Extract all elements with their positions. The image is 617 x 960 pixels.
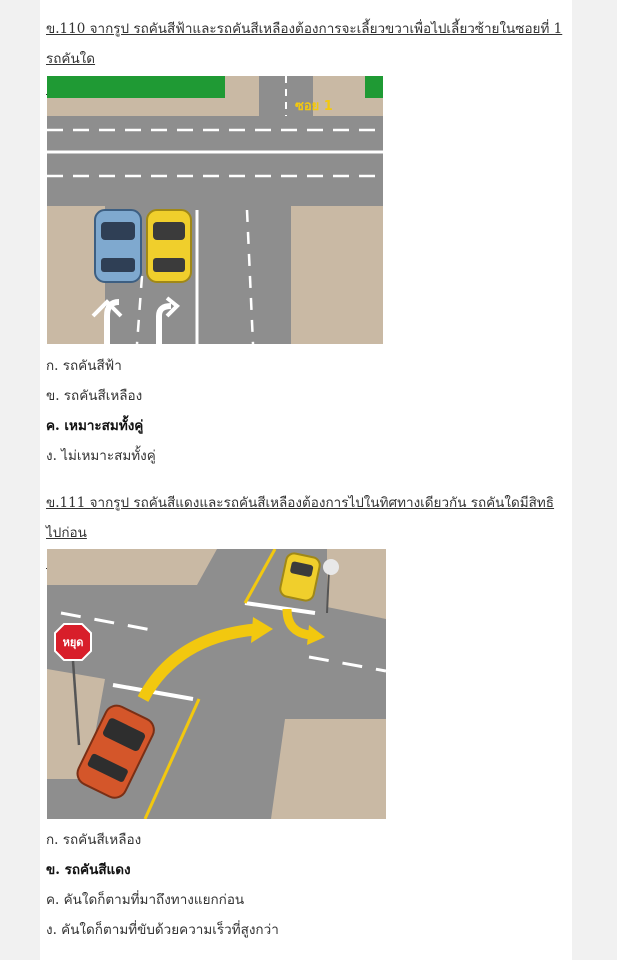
- question-111-title-line1: ข.111 จากรูป รถคันสีแดงและรถคันสีเหลืองต้องการไปในทิศทางเดียวกัน รถคันใดมีสิทธิไปก่อน: [46, 495, 555, 541]
- question-111-figure: [47, 549, 386, 823]
- soi-1-road-marking: ซอย 1: [295, 99, 333, 114]
- grass-top-left: [47, 76, 225, 98]
- question-111-option-d: ง. คันใดก็ตามที่ขับด้วยความเร็วที่สูงกว่า: [46, 922, 279, 938]
- question-110-figure: [47, 76, 383, 348]
- sidewalk-top-left: [47, 549, 217, 585]
- document-page: [40, 0, 572, 960]
- question-110-option-d: ง. ไม่เหมาะสมทั้งคู่: [46, 448, 156, 464]
- question-110-option-a: ก. รถคันสีฟ้า: [46, 358, 122, 374]
- blue-car: [95, 210, 141, 282]
- intersection-illustration-1: [47, 76, 383, 344]
- sidewalk-bottom-right: [271, 719, 386, 819]
- question-110-title-line1: ข.110 จากรูป รถคันสีฟ้าและรถคันสีเหลืองต้องการจะเลี้ยวขวาเพื่อไปเลี้ยวซ้ายในซอยที่ 1 รถคันใด: [46, 21, 563, 67]
- sidewalk-bottom-right: [291, 206, 383, 344]
- question-110-option-c: ค. เหมาะสมทั้งคู่: [46, 418, 144, 434]
- intersection-illustration-2: [47, 549, 386, 819]
- grass-top-right: [365, 76, 383, 98]
- question-110-option-b: ข. รถคันสีเหลือง: [46, 388, 143, 404]
- stop-sign-text: หยุด: [62, 636, 84, 649]
- yellow-car: [147, 210, 191, 282]
- question-111-option-a: ก. รถคันสีเหลือง: [46, 832, 142, 848]
- question-111-option-c: ค. คันใดก็ตามที่มาถึงทางแยกก่อน: [46, 892, 245, 908]
- street-lamp-icon: [323, 559, 339, 575]
- sidewalk-top-right: [327, 549, 386, 619]
- question-111-option-b: ข. รถคันสีแดง: [46, 862, 131, 878]
